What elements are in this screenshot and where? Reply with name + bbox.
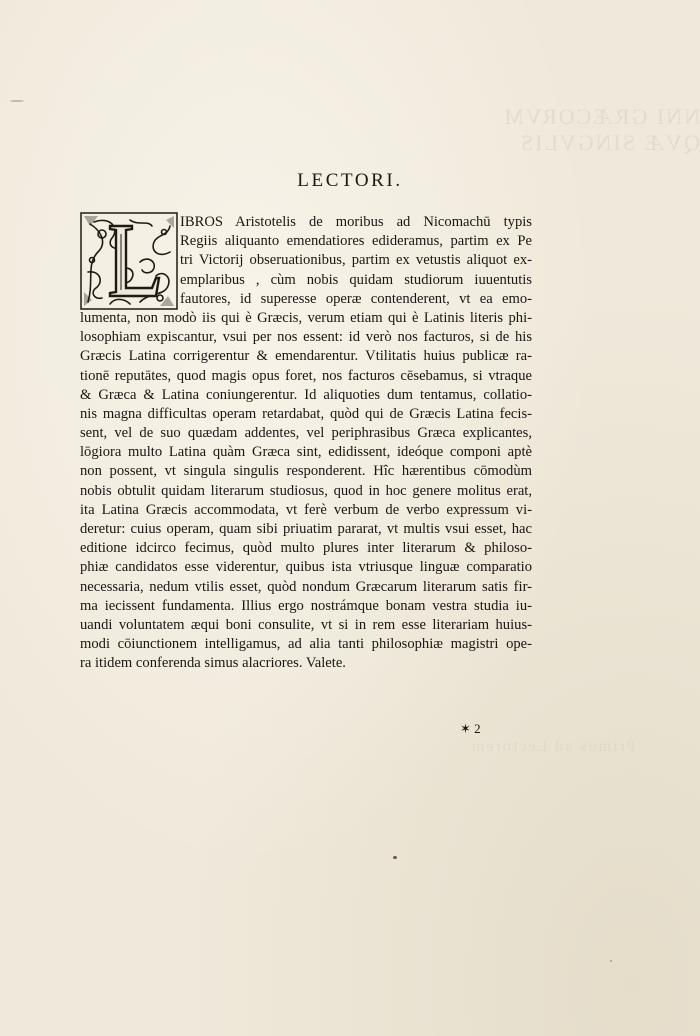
text-line: Græcis Latina corrigerentur & emendarentur. Vtilitatis huius publicæ ra- [80,348,532,365]
text-line: sent, vel de suo quædam addentes, vel periphrasibus Græca explicantes, [80,425,532,442]
show-through-text: NNI GRÆCORVM QVÆ SINGVLIS [502,104,700,155]
text-line: ma iecissent fundamenta. Illius ergo nostrámque bonam vestra studia iu- [80,597,532,614]
body-text [80,213,532,674]
text-line: non possent, vt singula singulis responderent. Hîc hærentibus cōmodùm [80,463,532,480]
text-line: ita Latina Græcis accommodata, vt ferè verbum de verbo expressum vi- [80,501,532,518]
text-line: modi cōiunctionem intelligamus, ad alia tanti philosophiæ magistri ope- [80,636,532,653]
text-line: lōgiora multo Latina quàm Græca sint, edidissent, ideóque componi aptè [80,444,532,461]
text-line: uandi voluntatem æqui boni consulite, vt si in rem esse literariam huius- [80,616,532,633]
text-line: deretur: cuius operam, quam sibi priuatim pararat, vt multis vsui esset, hac [80,521,532,537]
text-line: nis magna difficultas operam retardabat, quòd qui de Græcis Latina fecis- [80,405,532,422]
show-through-text: Primus ad Lectorem [470,738,636,755]
page-title: LECTORI. [297,170,403,191]
text-line: Regiis aliquanto emendatiores edideramus, partim ex Pe [180,233,532,250]
paper-speck [393,856,397,859]
text-line: nobis obtulit quidam literarum studiosus, quod in hoc genere molitus erat, [80,482,532,499]
text-line: tionē reputātes, quod magis opus foret, nos facturos cēsebamus, si vtraque [80,367,532,384]
text-line: necessaria, nedum vtilis esset, quòd nondum Græcarum literarum satis fir- [80,578,532,595]
text-line: ra itidem conferenda simus alacriores. Valete. [80,655,346,672]
text-line: fautores, id superesse operæ contenderent, vt ea emo- [180,290,532,307]
text-line: losophiam expiscantur, vsui per nos essent: id verò nos facturos, si de his [80,329,532,346]
paper-speck [10,100,24,102]
text-line: editione idcirco fecimus, quòd multo plures inter literarum & philoso- [80,540,532,557]
text-line: lumenta, non modò iis qui è Græcis, verum etiam qui è Latinis literis phi- [80,309,532,326]
text-line: emplaribus , cùm nobis quidam studiorum iuuentutis [180,271,532,288]
text-line: phiæ candidatos esse viderentur, quibus ista vtriusque linguæ comparatio [80,559,532,576]
signature-mark: ✶ 2 [460,721,481,736]
text-line: & Græca & Latina coniungerentur. Id aliquoties dum tentamus, collatio- [80,386,532,403]
paper-speck [610,960,612,962]
text-line: IBROS Aristotelis de moribus ad Nicomachū typis [180,214,532,230]
text-line: tri Victorij obseruationibus, partim ex vetustis aliquot ex- [180,252,532,269]
